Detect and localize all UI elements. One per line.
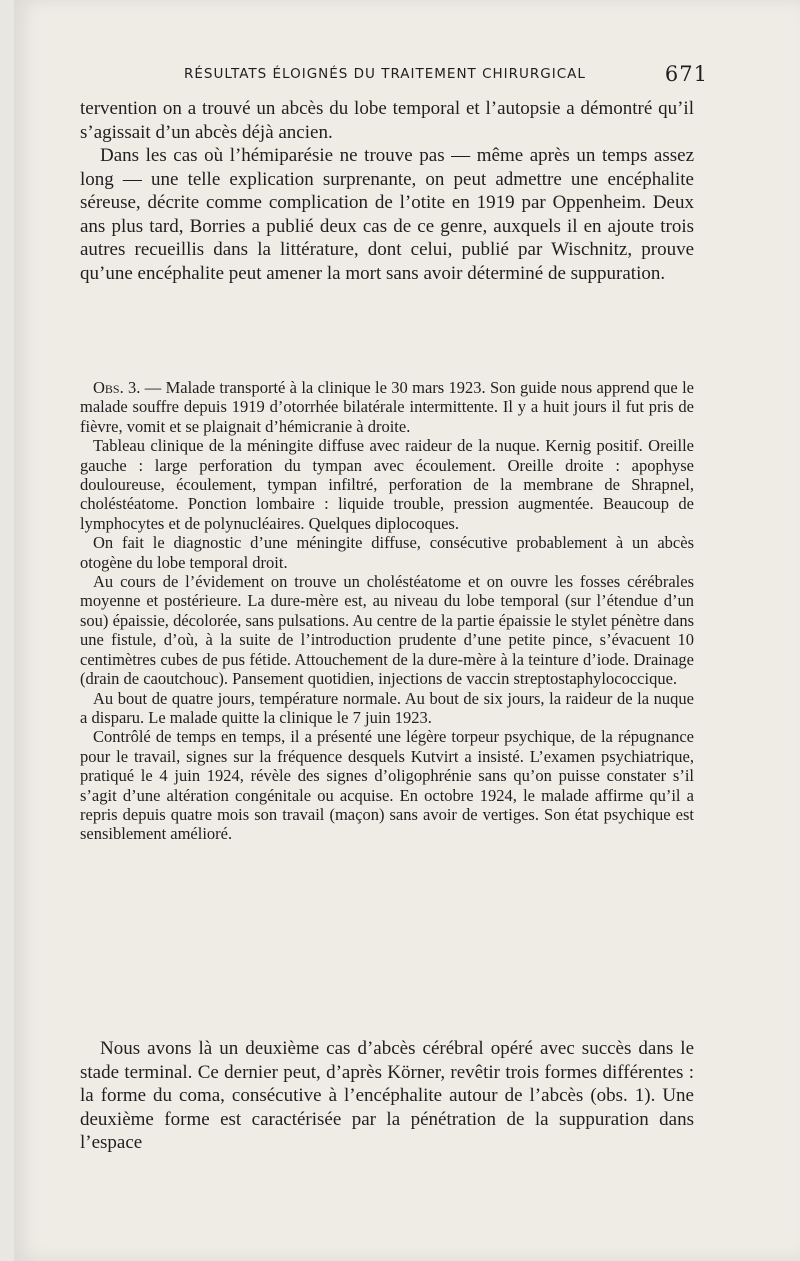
intro-paragraph-continuation: tervention on a trouvé un abcès du lobe temporal et l’autopsie a démontré qu’il s’agissait d’un abcès déjà ancien.	[80, 98, 694, 143]
observation-paragraph-2: Tableau clinique de la méningite diffuse avec raideur de la nuque. Kernig positif. Oreille gauche : large perforation du tympan avec écoulement. Oreille droite : apophyse douloureuse, écoulement, tympan infiltré, perforation de la membrane de Shrapnel, choléstéatome. Ponction lombaire : liquide trouble, pression augmentée. Beaucoup de lymphocytes et de polynucléaires. Quelques diplocoques.	[80, 436, 694, 533]
conclusion-section	[80, 1037, 694, 1155]
intro-paragraph-encephalitis: Dans les cas où l’hémiparésie ne trouve pas — même après un temps assez long — une telle explication surprenante, on peut admettre une encéphalite séreuse, décrite comme complication de l’otite en 1919 par Oppenheim. Deux ans plus tard, Borries a publié deux cas de ce genre, auxquels il en ajoute trois autres recueillis dans la littérature, dont celui, publié par Wischnitz, prouve qu’une encéphalite peut amener la mort sans avoir déterminé de suppuration.	[80, 145, 694, 284]
page-header	[94, 62, 708, 86]
observation-paragraph-5: Au bout de quatre jours, température normale. Au bout de six jours, la raideur de la nuque a disparu. Le malade quitte la clinique le 7 juin 1923.	[80, 688, 694, 727]
conclusion-paragraph: Nous avons là un deuxième cas d’abcès cérébral opéré avec succès dans le stade terminal. Ce dernier peut, d’après Körner, revêtir trois formes différentes : la forme du coma, consécutive à l’encéphalite autour de l’abcès (obs. 1). Une deuxième forme est caractérisée par la pénétration de la suppuration dans l’espace	[80, 1038, 694, 1153]
observation-paragraph-3: On fait le diagnostic d’une méningite diffuse, consécutive probablement à un abcès otogène du lobe temporal droit.	[80, 533, 694, 572]
observation-paragraph-6: Contrôlé de temps en temps, il a présenté une légère torpeur psychique, de la répugnance pour le travail, signes sur la fréquence desquels Kutvirt a insisté. L’examen psychiatrique, pratiqué le 4 juin 1924, révèle des signes d’oligophrénie sans qu’on puisse constater s’il s’agit d’une altération congénitale ou acquise. En octobre 1924, le malade affirme qu’il a repris depuis quatre mois son travail (maçon) sans avoir de vertiges. Son état psychique est sensiblement amélioré.	[80, 727, 694, 844]
running-title: RÉSULTATS ÉLOIGNÉS DU TRAITEMENT CHIRURGICAL	[184, 66, 586, 82]
observation-paragraph-4: Au cours de l’évidement on trouve un choléstéatome et on ouvre les fosses cérébrales moyenne et postérieure. La dure-mère est, au niveau du lobe temporal (sur l’étendue d’un sou) épaissie, décolorée, sans pulsations. Au centre de la partie épaissie le stylet pénètre dans une fistule, d’où, à la suite de l’introduction prudente d’une petite pince, s’évacuent 10 centimètres cubes de pus fétide. Attouchement de la dure-mère à la teinture d’iode. Drainage (drain de caoutchouc). Pansement quotidien, injections de vaccin streptostaphylococcique.	[80, 572, 694, 689]
observation-paragraph-1	[80, 378, 694, 436]
observation-label: Obs. 3.	[93, 378, 141, 397]
page-number: 671	[664, 62, 708, 86]
observation-section	[80, 378, 694, 844]
observation-intro-text: — Malade transporté à la clinique le 30 mars 1923. Son guide nous apprend que le malade souffre depuis 1919 d’otorrhée bilatérale intermittente. Il y a huit jours il fut pris de fièvre, vomit et se plaignait d’hémicranie à droite.	[80, 378, 694, 436]
intro-section	[80, 97, 694, 285]
